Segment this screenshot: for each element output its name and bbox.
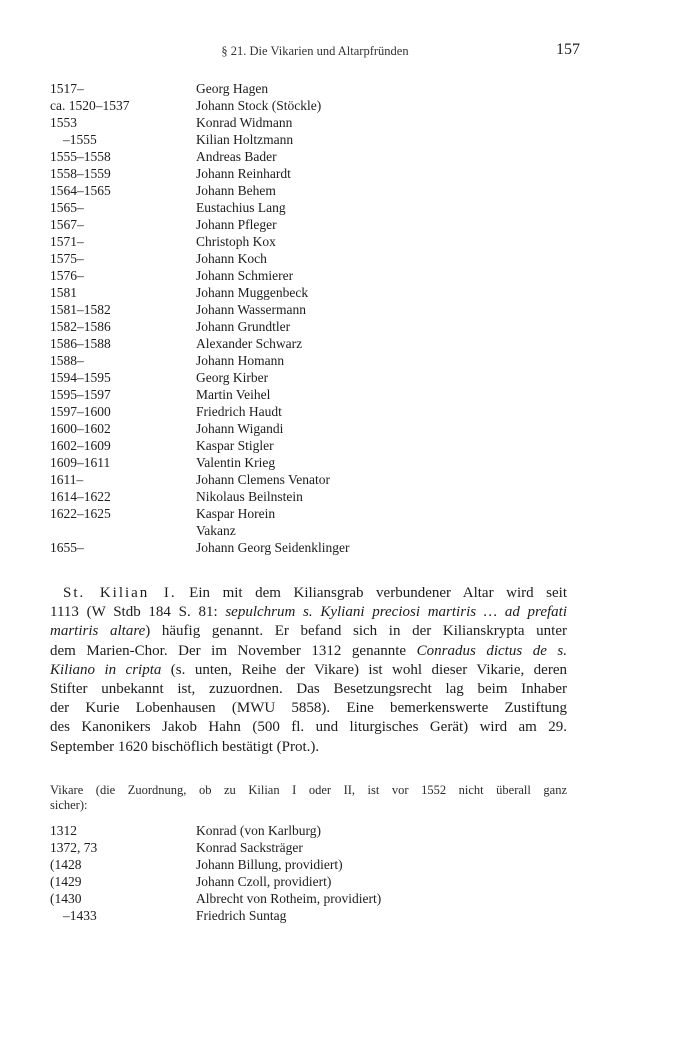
list-item [50, 250, 570, 267]
paragraph-text: dem Marien-Chor. Der im November 1312 genannte [50, 642, 417, 659]
list-item [50, 454, 570, 471]
tenure-date: 1567– [50, 217, 84, 232]
vicar-name: Johann Wigandi [196, 421, 284, 436]
vicar-name: Johann Stock (Stöckle) [196, 98, 322, 113]
vicar-name: Johann Schmierer [196, 268, 294, 283]
latin-quote: martiris altare [50, 623, 146, 640]
page-header [50, 41, 580, 64]
paragraph-line: des Kanonikers Jakob Hahn (500 fl. und liturgisches Gerät) wird am 29. [50, 719, 567, 736]
list-item [50, 856, 570, 873]
vicar-name: Christoph Kox [196, 234, 276, 249]
vicar-list-2 [50, 822, 570, 924]
tenure-date: 1622–1625 [50, 506, 111, 521]
vicar-name: Johann Czoll, providiert) [196, 874, 332, 889]
body-paragraph [50, 584, 567, 757]
paragraph-line: Stifter unbekannt ist, zuzuordnen. Das Besetzungsrecht lag beim Inhaber [50, 680, 567, 697]
vicar-name: Eustachius Lang [196, 200, 286, 215]
list-item [50, 267, 570, 284]
vicar-name: Valentin Krieg [196, 455, 276, 470]
list-item [50, 131, 570, 148]
tenure-date: ca. 1520–1537 [50, 98, 130, 113]
list-item [50, 301, 570, 318]
tenure-date: 1655– [50, 540, 84, 555]
latin-quote: Conradus dictus de s. [416, 642, 567, 659]
list-item [50, 216, 570, 233]
tenure-date: 1600–1602 [50, 421, 111, 436]
list-item [50, 97, 570, 114]
list-item [50, 233, 570, 250]
vicar-name: Johann Pfleger [196, 217, 277, 232]
vicar-name: Friedrich Suntag [196, 908, 287, 923]
list-item [50, 165, 570, 182]
vicar-name: Konrad Sacksträger [196, 840, 303, 855]
vicar-name: Andreas Bader [196, 149, 277, 164]
tenure-date: 1575– [50, 251, 84, 266]
paragraph-text: Ein mit dem Kiliansgrab verbundener Altar wird seit [176, 585, 568, 601]
vicar-name: Johann Koch [196, 251, 267, 266]
vicar-name: Martin Veihel [196, 387, 271, 402]
paragraph-line: der Kurie Lobenhausen (MWU 5858). Eine bemerkenswerte Zustiftung [50, 700, 567, 717]
tenure-date: 1581–1582 [50, 302, 111, 317]
tenure-date: 1553 [50, 115, 77, 130]
vicar-name: Johann Homann [196, 353, 285, 368]
tenure-date: 1594–1595 [50, 370, 111, 385]
vicar-name: Kaspar Horein [196, 506, 276, 521]
list-item [50, 199, 570, 216]
vicar-name: Friedrich Haudt [196, 404, 282, 419]
paragraph-text: ) häufig genannt. Er befand sich in der Kilianskrypta unter [145, 623, 567, 640]
vicar-list-1 [50, 80, 570, 556]
vicar-note [50, 783, 567, 813]
list-item [50, 148, 570, 165]
tenure-date: 1586–1588 [50, 336, 111, 351]
tenure-date: 1571– [50, 234, 84, 249]
list-item [50, 386, 570, 403]
vicar-name: Johann Georg Seidenklinger [196, 540, 350, 555]
paragraph-text: 1113 (W Stdb 184 S. 81: [50, 604, 226, 621]
latin-quote: sepulchrum s. Kyliani preciosi martiris … ad prefati [225, 604, 567, 621]
list-item [50, 420, 570, 437]
list-item [50, 114, 570, 131]
vicar-name: Konrad (von Karlburg) [196, 823, 321, 838]
tenure-date: 1597–1600 [50, 404, 111, 419]
tenure-date: 1595–1597 [50, 387, 111, 402]
tenure-date: 1611– [50, 472, 84, 487]
vicar-name: Alexander Schwarz [196, 336, 303, 351]
list-item [50, 822, 570, 839]
page-number: 157 [556, 41, 580, 58]
note-line: sicher): [50, 798, 88, 812]
vicar-name: Johann Muggenbeck [196, 285, 309, 300]
tenure-date: 1588– [50, 353, 84, 368]
running-head: § 21. Die Vikarien und Altarpfründen [221, 44, 409, 58]
tenure-date: 1312 [50, 823, 77, 838]
tenure-date: 1564–1565 [50, 183, 111, 198]
tenure-date: 1558–1559 [50, 166, 111, 181]
list-item [50, 488, 570, 505]
paragraph-text: (s. unten, Reihe der Vikare) ist wohl dieser Vikarie, deren [161, 661, 567, 678]
note-line: Vikare (die Zuordnung, ob zu Kilian I oder II, ist vor 1552 nicht überall ganz [50, 783, 567, 797]
tenure-date: 1517– [50, 81, 84, 96]
vicar-name: Vakanz [196, 523, 236, 538]
paragraph-line [50, 661, 567, 680]
list-item [50, 352, 570, 369]
tenure-date: –1555 [63, 132, 97, 147]
paragraph-line [50, 622, 567, 641]
tenure-date: 1372, 73 [50, 840, 98, 855]
vicar-name: Albrecht von Rotheim, providiert) [196, 891, 382, 906]
vicar-name: Johann Behem [196, 183, 276, 198]
list-item [50, 335, 570, 352]
list-item [50, 907, 570, 924]
paragraph-line: September 1620 bischöflich bestätigt (Prot.). [50, 738, 320, 755]
tenure-date: –1433 [63, 908, 97, 923]
tenure-date: (1430 [50, 891, 82, 906]
list-item [50, 318, 570, 335]
vicar-name: Georg Kirber [196, 370, 269, 385]
vicar-name: Johann Wassermann [196, 302, 307, 317]
tenure-date: 1555–1558 [50, 149, 111, 164]
tenure-date: (1429 [50, 874, 82, 889]
tenure-date: 1582–1586 [50, 319, 111, 334]
paragraph-line [50, 584, 567, 603]
list-item [50, 839, 570, 856]
tenure-date: (1428 [50, 857, 82, 872]
list-item [50, 471, 570, 488]
list-item [50, 80, 570, 97]
vicar-name: Kilian Holtzmann [196, 132, 294, 147]
list-item [50, 403, 570, 420]
vicar-name: Kaspar Stigler [196, 438, 274, 453]
vicar-name: Konrad Widmann [196, 115, 293, 130]
section-title: St. Kilian I. [63, 585, 177, 601]
list-item [50, 539, 570, 556]
vicar-name: Johann Grundtler [196, 319, 291, 334]
vicar-name: Nikolaus Beilnstein [196, 489, 303, 504]
latin-quote: Kiliano in cripta [50, 661, 162, 678]
tenure-date: 1609–1611 [50, 455, 111, 470]
list-item [50, 437, 570, 454]
tenure-date: 1614–1622 [50, 489, 111, 504]
vicar-name: Johann Billung, providiert) [196, 857, 343, 872]
list-item [50, 284, 570, 301]
list-item [50, 182, 570, 199]
tenure-date: 1581 [50, 285, 77, 300]
vicar-name: Johann Reinhardt [196, 166, 291, 181]
list-item [50, 890, 570, 907]
list-item [50, 873, 570, 890]
paragraph-line [50, 603, 567, 622]
tenure-date: 1576– [50, 268, 84, 283]
tenure-date: 1565– [50, 200, 84, 215]
list-item [50, 505, 570, 522]
tenure-date: 1602–1609 [50, 438, 111, 453]
list-item [50, 522, 570, 539]
vicar-name: Johann Clemens Venator [196, 472, 330, 487]
vicar-name: Georg Hagen [196, 81, 269, 96]
list-item [50, 369, 570, 386]
paragraph-line [50, 642, 567, 661]
